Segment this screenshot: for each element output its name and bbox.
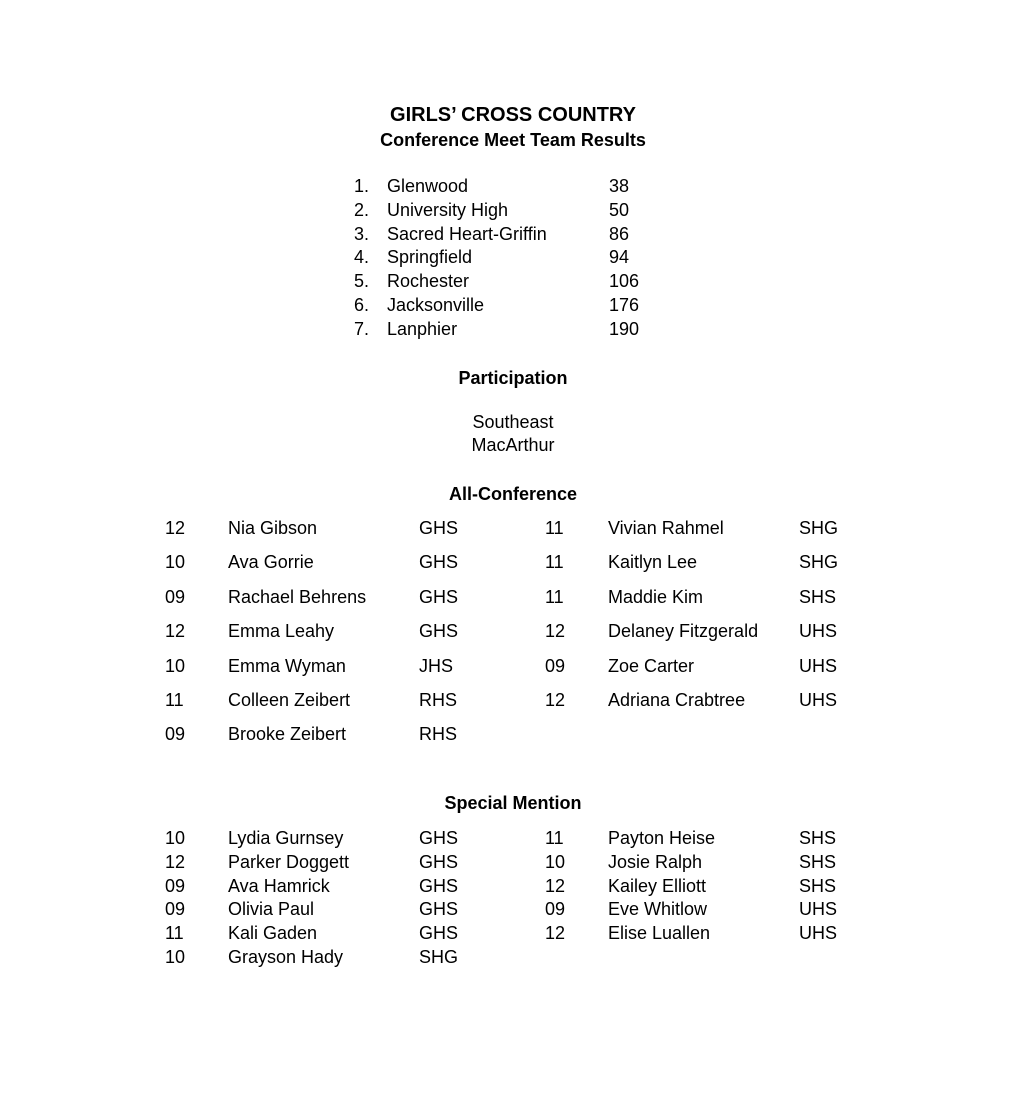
athlete-name: Colleen Zeibert [228, 689, 351, 710]
team-standings [354, 175, 674, 342]
athlete-row [545, 516, 865, 550]
athlete-row [545, 874, 865, 898]
athlete-school: SHS [799, 586, 837, 607]
athlete-grade: 11 [165, 689, 184, 710]
athlete-school: UHS [799, 621, 838, 642]
athlete-grade: 09 [165, 875, 186, 896]
all-conference-right-column [545, 516, 865, 722]
page-title: GIRLS’ CROSS COUNTRY [390, 104, 636, 126]
athlete-school: GHS [419, 851, 459, 872]
athlete-row [165, 826, 485, 850]
standing-rank: 5. [354, 271, 370, 292]
athlete-row [545, 688, 865, 722]
athlete-name: Nia Gibson [228, 518, 318, 538]
athlete-row [165, 585, 485, 619]
all-conference-heading: All-Conference [448, 484, 578, 504]
standing-team: Glenwood [387, 176, 469, 196]
athlete-grade: 12 [545, 621, 566, 642]
athlete-name: Rachael Behrens [228, 586, 367, 607]
athlete-row [165, 619, 485, 653]
standing-row [354, 223, 674, 247]
athlete-school: SHG [799, 518, 839, 538]
athlete-row [545, 619, 865, 653]
athlete-grade: 09 [545, 655, 566, 676]
standing-rank: 7. [354, 318, 370, 339]
athlete-school: SHS [799, 875, 837, 896]
standing-score: 176 [609, 294, 640, 315]
athlete-school: GHS [419, 518, 459, 538]
standing-row [354, 270, 674, 294]
athlete-name: Zoe Carter [608, 655, 695, 676]
athlete-grade: 11 [545, 828, 564, 848]
standing-row [354, 318, 674, 342]
athlete-school: SHG [799, 552, 839, 573]
athlete-school: GHS [419, 828, 459, 848]
standing-rank: 4. [354, 247, 370, 268]
athlete-grade: 10 [165, 946, 186, 967]
standing-row [354, 175, 674, 199]
athlete-row [165, 921, 485, 945]
athlete-grade: 11 [545, 552, 564, 573]
athlete-grade: 12 [165, 621, 186, 642]
standing-team: Lanphier [387, 318, 458, 339]
standing-score: 106 [609, 271, 640, 292]
athlete-school: GHS [419, 923, 459, 944]
standing-row [354, 199, 674, 223]
athlete-name: Ava Gorrie [228, 552, 314, 573]
athlete-row [545, 897, 865, 921]
athlete-grade: 12 [545, 875, 566, 896]
athlete-school: RHS [419, 724, 458, 745]
standing-rank: 6. [354, 294, 370, 315]
standing-team: Rochester [387, 271, 470, 292]
athlete-row [165, 722, 485, 756]
athlete-row [545, 550, 865, 584]
athlete-name: Maddie Kim [608, 586, 704, 607]
athlete-row [165, 850, 485, 874]
athlete-row [165, 897, 485, 921]
standing-score: 94 [609, 247, 630, 268]
athlete-grade: 10 [545, 851, 566, 872]
standing-team: Jacksonville [387, 294, 485, 315]
athlete-name: Kaitlyn Lee [608, 552, 698, 573]
athlete-grade: 09 [165, 724, 186, 745]
athlete-grade: 11 [545, 518, 564, 538]
standing-team: University High [387, 199, 509, 220]
athlete-name: Vivian Rahmel [608, 518, 724, 538]
special-mention-heading: Special Mention [444, 793, 582, 813]
all-conference-left-column [165, 516, 485, 757]
standing-team: Sacred Heart-Griffin [387, 223, 547, 244]
athlete-name: Delaney Fitzgerald [608, 621, 759, 642]
standing-row [354, 246, 674, 270]
athlete-name: Parker Doggett [228, 851, 350, 872]
athlete-school: SHG [419, 946, 459, 967]
athlete-school: GHS [419, 621, 459, 642]
participation-team: MacArthur [471, 435, 555, 455]
standing-rank: 2. [354, 199, 370, 220]
participation-heading: Participation [458, 368, 568, 388]
athlete-row [165, 945, 485, 969]
standing-team: Springfield [387, 247, 473, 268]
special-mention-right-column [545, 826, 865, 945]
standing-rank: 3. [354, 223, 370, 244]
athlete-grade: 10 [165, 655, 186, 676]
athlete-name: Lydia Gurnsey [228, 828, 344, 848]
athlete-school: RHS [419, 689, 458, 710]
athlete-row [165, 874, 485, 898]
athlete-grade: 09 [545, 899, 566, 920]
standing-row [354, 294, 674, 318]
athlete-school: SHS [799, 851, 837, 872]
standing-score: 50 [609, 199, 630, 220]
athlete-name: Emma Wyman [228, 655, 346, 676]
athlete-row [165, 516, 485, 550]
athlete-school: JHS [419, 655, 454, 676]
athlete-name: Elise Luallen [608, 923, 711, 944]
standing-score: 38 [609, 176, 630, 196]
standing-score: 190 [609, 318, 640, 339]
athlete-school: UHS [799, 689, 838, 710]
athlete-row [165, 688, 485, 722]
athlete-row [545, 850, 865, 874]
athlete-row [545, 585, 865, 619]
athlete-name: Eve Whitlow [608, 899, 708, 920]
athlete-name: Kali Gaden [228, 923, 318, 944]
athlete-grade: 11 [165, 923, 184, 944]
participation-list [0, 411, 1026, 457]
athlete-school: GHS [419, 875, 459, 896]
athlete-grade: 09 [165, 586, 186, 607]
athlete-school: UHS [799, 899, 838, 920]
athlete-name: Josie Ralph [608, 851, 703, 872]
athlete-grade: 12 [165, 518, 186, 538]
athlete-grade: 10 [165, 552, 186, 573]
athlete-grade: 12 [545, 689, 566, 710]
athlete-name: Grayson Hady [228, 946, 344, 967]
athlete-school: SHS [799, 828, 837, 848]
athlete-row [545, 654, 865, 688]
athlete-grade: 12 [545, 923, 566, 944]
athlete-name: Payton Heise [608, 828, 716, 848]
athlete-name: Olivia Paul [228, 899, 315, 920]
athlete-school: UHS [799, 655, 838, 676]
athlete-name: Ava Hamrick [228, 875, 330, 896]
standing-score: 86 [609, 223, 630, 244]
athlete-school: UHS [799, 923, 838, 944]
participation-team: Southeast [472, 412, 554, 432]
athlete-grade: 12 [165, 851, 186, 872]
athlete-row [165, 654, 485, 688]
athlete-grade: 11 [545, 586, 564, 607]
athlete-name: Kailey Elliott [608, 875, 707, 896]
athlete-name: Brooke Zeibert [228, 724, 347, 745]
athlete-row [545, 826, 865, 850]
athlete-grade: 09 [165, 899, 186, 920]
athlete-row [165, 550, 485, 584]
page-subtitle: Conference Meet Team Results [380, 130, 646, 150]
athlete-school: GHS [419, 899, 459, 920]
athlete-name: Adriana Crabtree [608, 689, 746, 710]
athlete-school: GHS [419, 552, 459, 573]
special-mention-left-column [165, 826, 485, 969]
athlete-name: Emma Leahy [228, 621, 335, 642]
athlete-school: GHS [419, 586, 459, 607]
athlete-row [545, 921, 865, 945]
standing-rank: 1. [354, 176, 370, 196]
athlete-grade: 10 [165, 828, 186, 848]
